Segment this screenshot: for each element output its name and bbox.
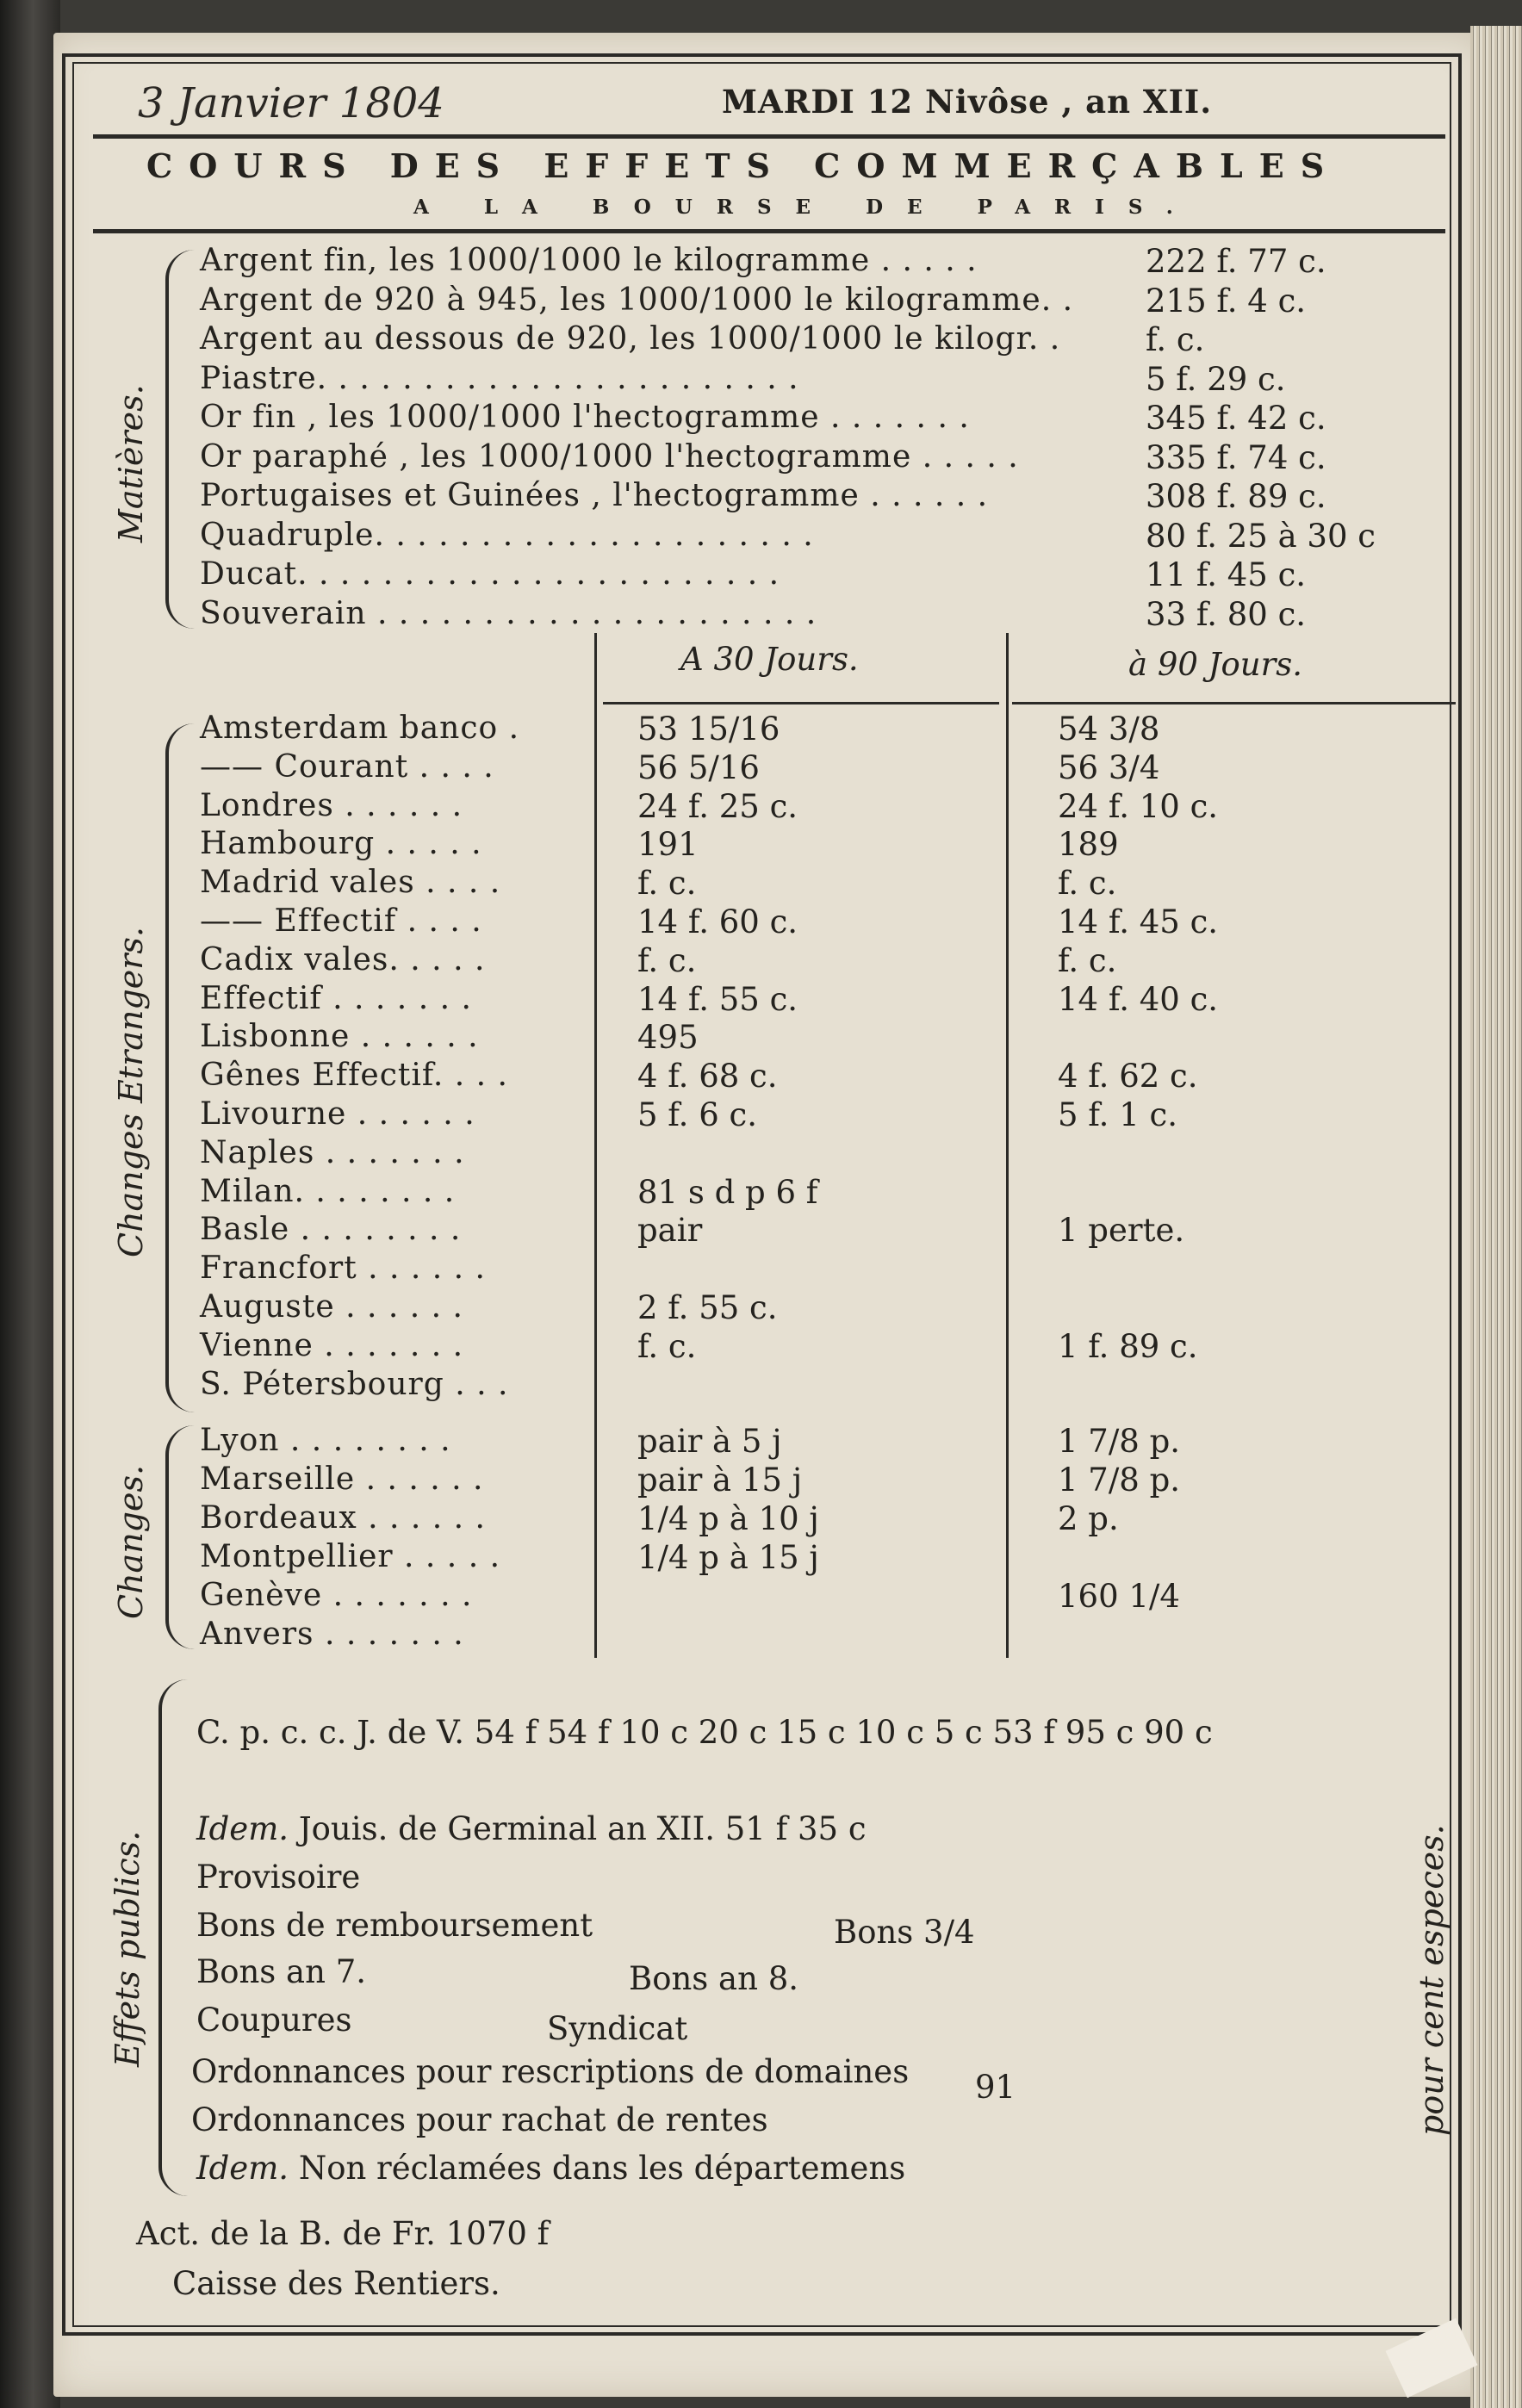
- etrangers-row-name: Londres . . . . . .: [200, 787, 463, 823]
- matieres-row-value: 80 f. 25 à 30 c: [1146, 517, 1376, 555]
- page-subtitle: A LA BOURSE DE PARIS.: [413, 195, 1197, 219]
- etrangers-row-j30: 14 f. 55 c.: [637, 980, 798, 1018]
- actions-banque: Act. de la B. de Fr. 1070 f: [136, 2215, 550, 2252]
- matieres-row-name: Or paraphé , les 1000/1000 l'hectogramme . . . . .: [200, 438, 1019, 475]
- matieres-label: Matières.: [112, 384, 150, 543]
- etrangers-row-j90: 14 f. 45 c.: [1058, 903, 1219, 940]
- etrangers-row-j90: 24 f. 10 c.: [1058, 787, 1219, 825]
- matieres-row-name: Or fin , les 1000/1000 l'hectogramme . . . . . . .: [200, 400, 970, 435]
- book-spine: [0, 0, 60, 2408]
- matieres-row-value: 335 f. 74 c.: [1146, 438, 1326, 476]
- etrangers-row-name: Effectif . . . . . . .: [200, 980, 472, 1016]
- ordonnances-rentes: Ordonnances pour rachat de rentes: [191, 2101, 768, 2138]
- changes-row-j30: 1/4 p à 10 j: [637, 1500, 819, 1537]
- matieres-row-name: Argent de 920 à 945, les 1000/1000 le kilogramme. .: [200, 282, 1074, 318]
- etrangers-row-name: Lisbonne . . . . . .: [200, 1019, 479, 1055]
- matieres-row-value: 345 f. 42 c.: [1146, 400, 1326, 437]
- changes-row-name: Bordeaux . . . . . .: [200, 1500, 486, 1536]
- changes-row-j90: 1 7/8 p.: [1058, 1423, 1181, 1460]
- page-title: COURS DES EFFETS COMMERÇABLES: [146, 146, 1341, 185]
- changes-label: Changes.: [112, 1464, 150, 1619]
- etrangers-row-name: Amsterdam banco .: [200, 711, 520, 746]
- ordonnances-domaines: Ordonnances pour rescriptions de domaines: [191, 2053, 910, 2090]
- etrangers-row-name: Livourne . . . . . .: [200, 1096, 475, 1132]
- idem-non-prefix: Idem.: [196, 2150, 289, 2187]
- etrangers-bracket: [165, 723, 195, 1412]
- etrangers-row-name: Auguste . . . . . .: [200, 1289, 463, 1325]
- matieres-row-name: Argent fin, les 1000/1000 le kilogramme . . . . .: [200, 243, 978, 278]
- etrangers-row-j90: 1 perte.: [1058, 1212, 1185, 1250]
- syndicat: Syndicat: [547, 2010, 688, 2047]
- matieres-row-value: 11 f. 45 c.: [1146, 556, 1307, 593]
- etrangers-row-j30: 81 s d p 6 f: [637, 1173, 818, 1211]
- matieres-row-value: 222 f. 77 c.: [1146, 243, 1326, 280]
- etrangers-row-name: Vienne . . . . . . .: [200, 1327, 464, 1363]
- title-rule: [93, 229, 1445, 233]
- changes-row-name: Lyon . . . . . . . .: [200, 1423, 451, 1458]
- changes-row-name: Genève . . . . . . .: [200, 1578, 473, 1613]
- changes-row-name: Marseille . . . . . .: [200, 1462, 484, 1497]
- etrangers-row-j30: 4 f. 68 c.: [637, 1058, 778, 1095]
- etrangers-row-name: Gênes Effectif. . . .: [200, 1058, 508, 1094]
- etrangers-row-j90: 4 f. 62 c.: [1058, 1058, 1198, 1095]
- coupures: Coupures: [196, 2001, 352, 2039]
- col30-rule: [603, 702, 999, 704]
- caisse-rentiers: Caisse des Rentiers.: [172, 2265, 500, 2302]
- etrangers-row-name: Milan. . . . . . . .: [200, 1173, 456, 1209]
- idem-jouis-text: Jouis. de Germinal an XII. 51 f 35 c: [298, 1810, 867, 1847]
- etrangers-label: Changes Etrangers.: [112, 927, 150, 1257]
- effets-bracket: [158, 1679, 188, 2196]
- bons-3-4: Bons 3/4: [834, 1914, 975, 1951]
- matieres-row-value: f. c.: [1146, 321, 1205, 358]
- etrangers-row-j90: 189: [1058, 826, 1119, 864]
- col-divider-left: [594, 633, 597, 1658]
- etrangers-row-name: —— Effectif . . . .: [200, 903, 482, 939]
- etrangers-row-j30: f. c.: [637, 865, 697, 903]
- etrangers-row-j30: f. c.: [637, 941, 697, 979]
- cpcc-line: C. p. c. c. J. de V. 54 f 54 f 10 c 20 c 15 c 10 c 5 c 53 f 95 c 90 c: [196, 1714, 1213, 1751]
- etrangers-row-j30: 191: [637, 826, 699, 864]
- page-edges: [1470, 26, 1522, 2408]
- etrangers-row-j30: 5 f. 6 c.: [637, 1096, 757, 1133]
- etrangers-row-j30: 495: [637, 1019, 699, 1057]
- changes-row-j30: 1/4 p à 15 j: [637, 1539, 819, 1576]
- matieres-row-value: 5 f. 29 c.: [1146, 360, 1286, 398]
- bons-an7: Bons an 7.: [196, 1953, 366, 1990]
- matieres-row-value: 33 f. 80 c.: [1146, 595, 1307, 633]
- etrangers-row-j30: 14 f. 60 c.: [637, 903, 798, 940]
- etrangers-row-j90: 54 3/8: [1058, 711, 1160, 748]
- etrangers-row-j90: 56 3/4: [1058, 748, 1160, 786]
- bons-remboursement: Bons de remboursement: [196, 1907, 593, 1944]
- idem-jouis-line: [196, 1810, 867, 1847]
- etrangers-row-j30: 56 5/16: [637, 748, 760, 786]
- etrangers-row-j30: 2 f. 55 c.: [637, 1289, 778, 1326]
- idem-non-line: [196, 2150, 905, 2187]
- changes-row-j30: pair à 15 j: [637, 1462, 803, 1499]
- header-rule: [93, 134, 1445, 139]
- pour-cent-label: pour cent especes.: [1413, 1824, 1451, 2136]
- changes-row-name: Montpellier . . . . .: [200, 1539, 501, 1574]
- col90-header: à 90 Jours.: [1128, 646, 1303, 683]
- matieres-row-name: Quadruple. . . . . . . . . . . . . . . . . . . . .: [200, 517, 814, 553]
- changes-row-j90: 160 1/4: [1058, 1578, 1180, 1615]
- etrangers-row-name: Madrid vales . . . .: [200, 865, 501, 901]
- etrangers-row-name: —— Courant . . . .: [200, 748, 494, 785]
- bons-an8: Bons an 8.: [629, 1960, 798, 1997]
- matieres-row-name: Ducat. . . . . . . . . . . . . . . . . . . . . . .: [200, 556, 780, 592]
- ordonnances-domaines-value: 91: [975, 2069, 1016, 2106]
- provisoire: Provisoire: [196, 1859, 361, 1896]
- changes-row-j30: pair à 5 j: [637, 1423, 782, 1460]
- matieres-bracket: [165, 250, 195, 629]
- matieres-row-name: Argent au dessous de 920, les 1000/1000 le kilogr. .: [200, 321, 1061, 357]
- matieres-row-value: 215 f. 4 c.: [1146, 282, 1307, 320]
- etrangers-row-j30: f. c.: [637, 1327, 697, 1365]
- matieres-row-value: 308 f. 89 c.: [1146, 478, 1326, 515]
- etrangers-row-name: Francfort . . . . . .: [200, 1251, 486, 1287]
- etrangers-row-j90: 5 f. 1 c.: [1058, 1096, 1177, 1133]
- changes-row-j90: 2 p.: [1058, 1500, 1119, 1537]
- idem-non-text: Non réclamées dans les départemens: [298, 2150, 906, 2187]
- etrangers-row-j30: 53 15/16: [637, 711, 780, 748]
- etrangers-row-j90: f. c.: [1058, 865, 1117, 903]
- matieres-row-name: Portugaises et Guinées , l'hectogramme . . . . . .: [200, 478, 989, 513]
- matieres-row-name: Piastre. . . . . . . . . . . . . . . . . . . . . . .: [200, 360, 799, 396]
- etrangers-row-name: Naples . . . . . . .: [200, 1134, 465, 1170]
- etrangers-row-name: Hambourg . . . . .: [200, 826, 482, 862]
- etrangers-row-name: S. Pétersbourg . . .: [200, 1366, 509, 1402]
- changes-bracket: [165, 1425, 195, 1649]
- etrangers-row-name: Cadix vales. . . . .: [200, 941, 486, 977]
- col-divider-right: [1006, 633, 1009, 1658]
- changes-row-j90: 1 7/8 p.: [1058, 1462, 1181, 1499]
- handwritten-date: 3 Janvier 1804: [138, 79, 444, 127]
- col90-rule: [1012, 702, 1456, 704]
- idem-jouis-prefix: Idem.: [196, 1810, 289, 1847]
- changes-row-name: Anvers . . . . . . .: [200, 1617, 464, 1652]
- col30-header: A 30 Jours.: [680, 641, 859, 678]
- effets-label: Effets publics.: [109, 1830, 146, 2067]
- day-heading: MARDI 12 Nivôse , an XII.: [722, 83, 1213, 121]
- etrangers-row-j30: pair: [637, 1212, 703, 1250]
- etrangers-row-j90: 1 f. 89 c.: [1058, 1327, 1198, 1365]
- etrangers-row-j90: 14 f. 40 c.: [1058, 980, 1219, 1018]
- etrangers-row-name: Basle . . . . . . . .: [200, 1212, 462, 1248]
- matieres-row-name: Souverain . . . . . . . . . . . . . . . . . . . . .: [200, 595, 817, 631]
- etrangers-row-j90: f. c.: [1058, 941, 1117, 979]
- etrangers-row-j30: 24 f. 25 c.: [637, 787, 798, 825]
